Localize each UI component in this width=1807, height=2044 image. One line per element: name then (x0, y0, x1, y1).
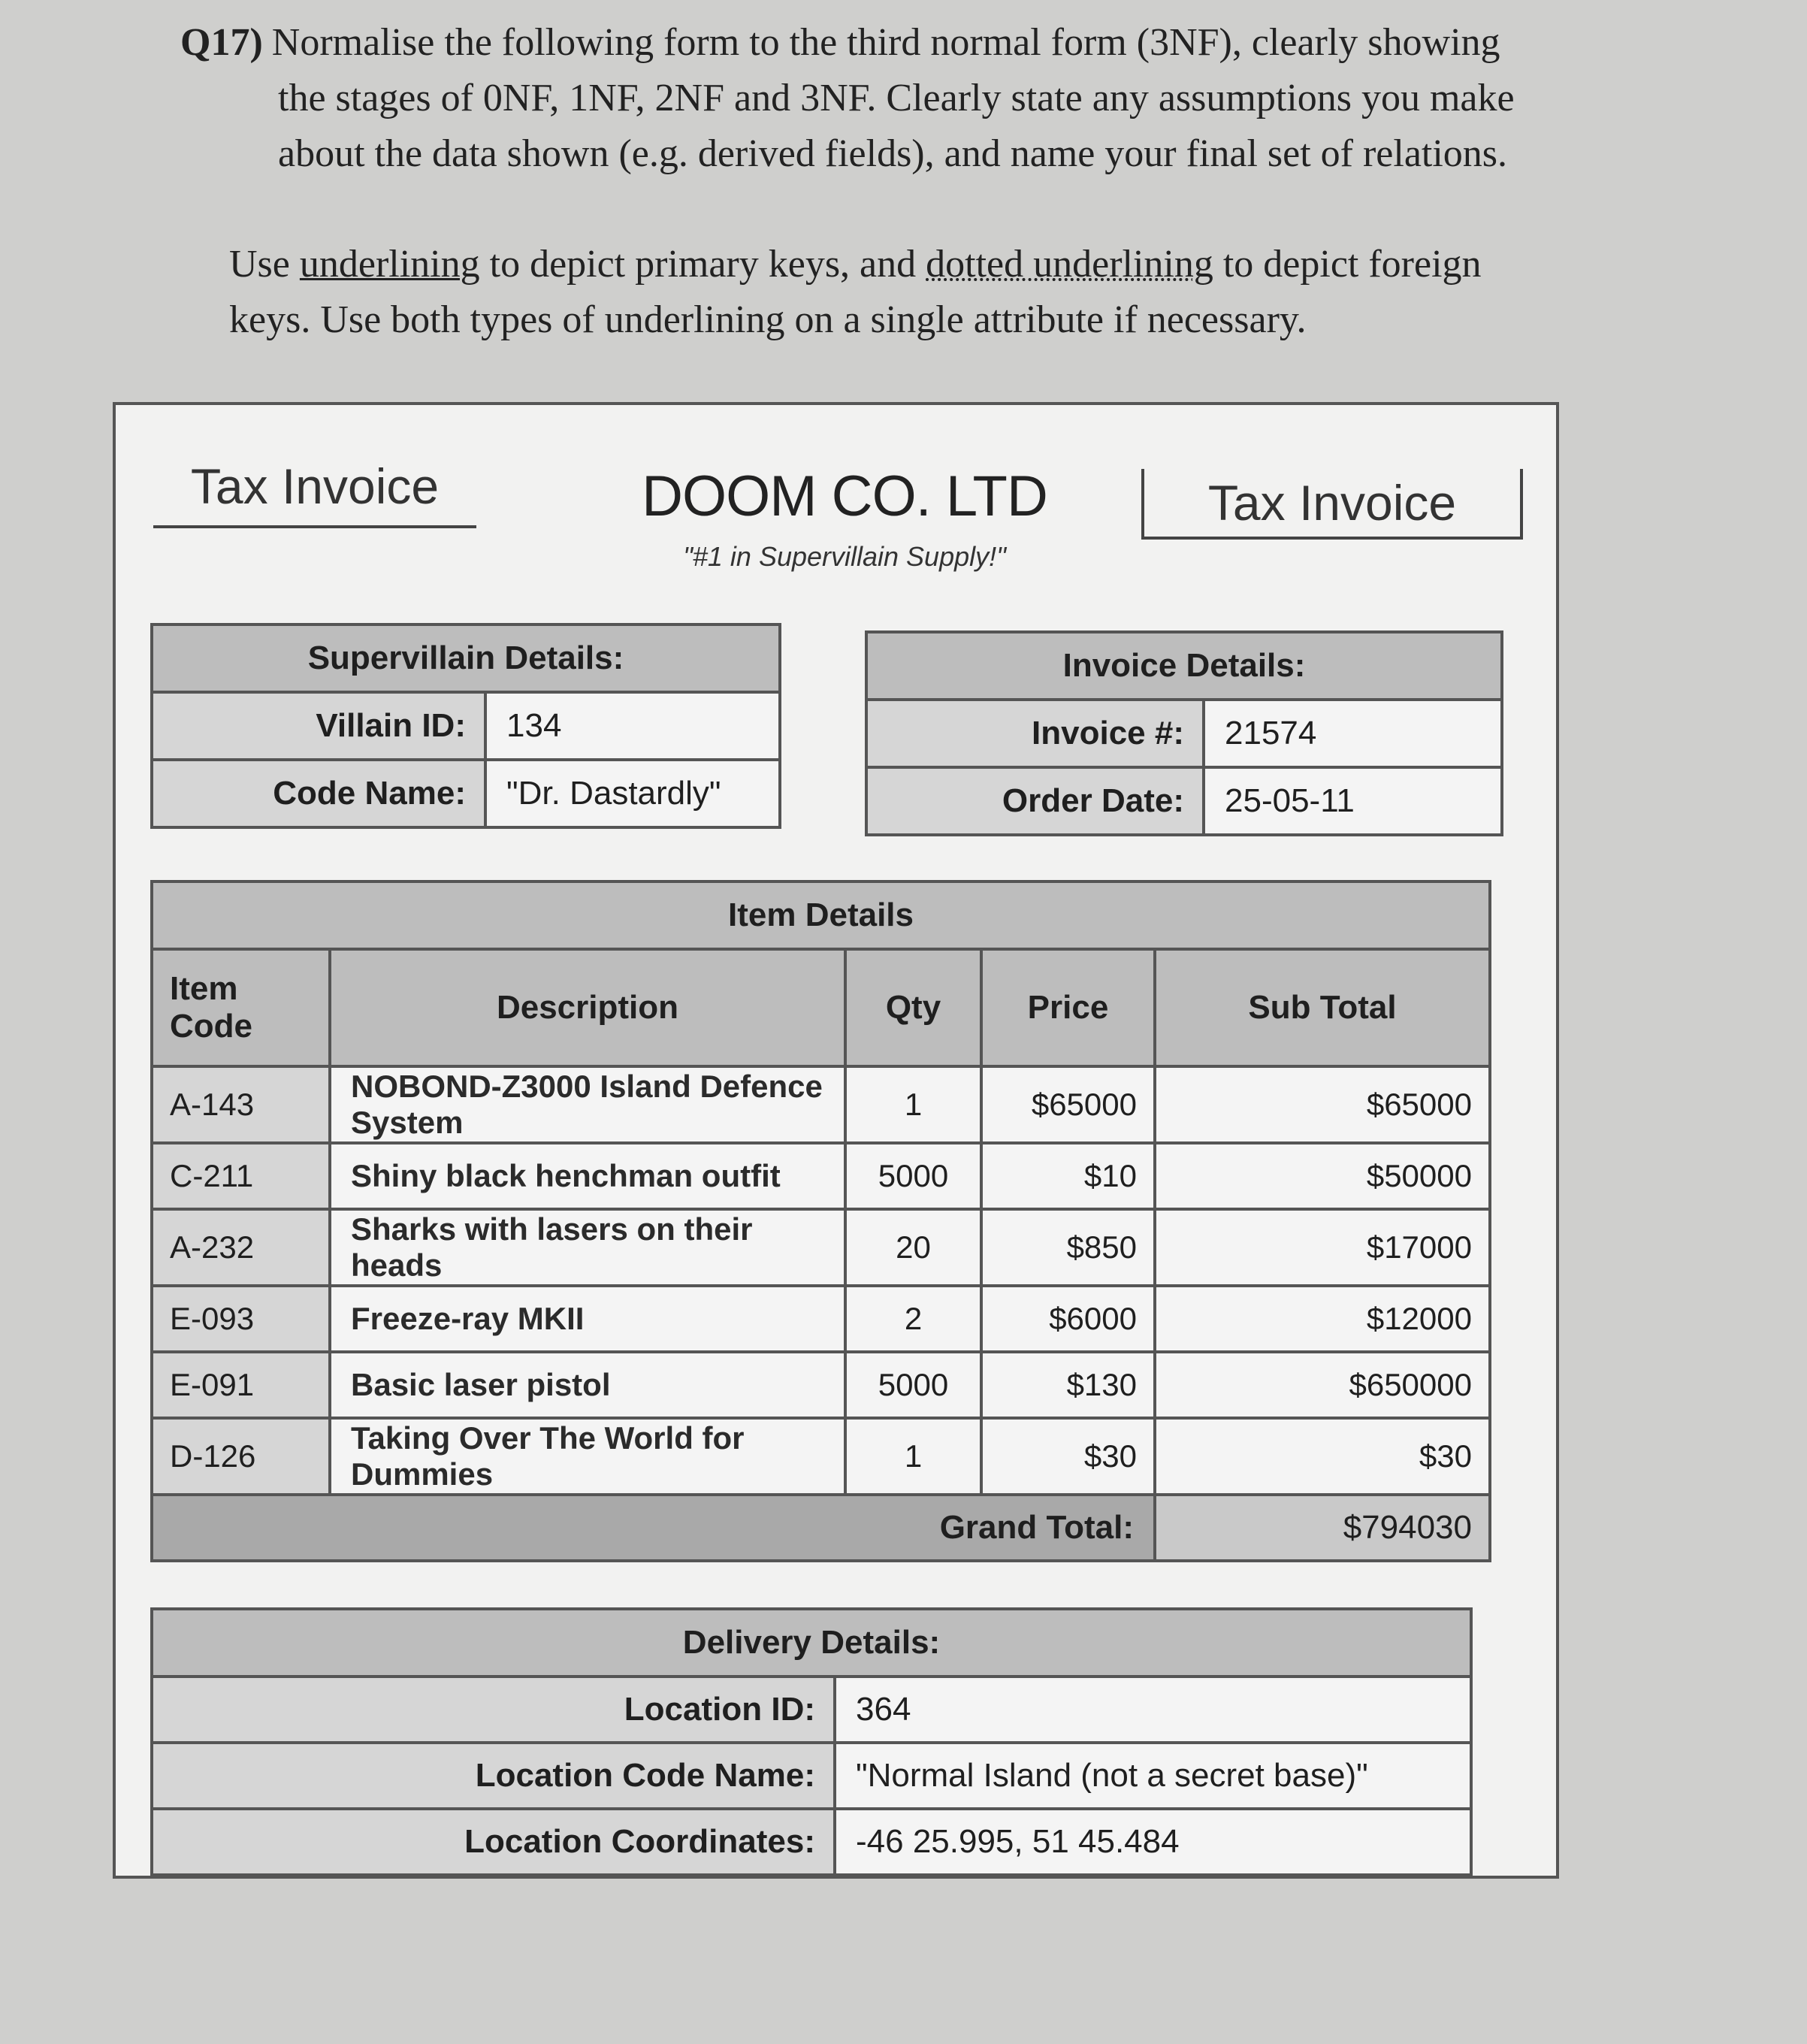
header-left-title: Tax Invoice (153, 458, 476, 528)
item-code: C-211 (152, 1143, 330, 1209)
col-header-description: Description (330, 949, 845, 1066)
location-id-value: 364 (835, 1677, 1471, 1743)
item-qty: 5000 (845, 1352, 981, 1418)
question-number: Q17) (180, 21, 263, 64)
grand-total-label: Grand Total: (152, 1495, 1155, 1561)
table-row (152, 1209, 1490, 1286)
grand-total-row (152, 1495, 1490, 1561)
item-description: Shiny black henchman outfit (330, 1143, 845, 1209)
item-details-table (150, 880, 1491, 1562)
location-coordinates-label: Location Coordinates: (152, 1809, 835, 1875)
item-price: $30 (981, 1418, 1155, 1495)
invoice-details-title: Invoice Details: (866, 632, 1502, 700)
instr-part-2: to depict primary keys, and (479, 243, 926, 286)
item-subtotal: $65000 (1155, 1066, 1490, 1143)
item-price: $130 (981, 1352, 1155, 1418)
item-qty: 20 (845, 1209, 981, 1286)
instr-line-2: keys. Use both types of underlining on a single attribute if necessary. (229, 298, 1307, 341)
tax-invoice-form (113, 402, 1559, 1879)
location-code-name-label: Location Code Name: (152, 1743, 835, 1809)
villain-id-label: Villain ID: (152, 692, 485, 760)
table-row (152, 1286, 1490, 1352)
instructions-text (229, 237, 1657, 348)
item-subtotal: $650000 (1155, 1352, 1490, 1418)
company-header (612, 464, 1077, 573)
item-subtotal: $30 (1155, 1418, 1490, 1495)
item-code: E-091 (152, 1352, 330, 1418)
item-description: Basic laser pistol (330, 1352, 845, 1418)
grand-total-value: $794030 (1155, 1495, 1490, 1561)
question-line-1: Normalise the following form to the third normal form (3NF), clearly showing (271, 21, 1500, 64)
invoice-details-table (865, 630, 1503, 836)
item-description: Taking Over The World for Dummies (330, 1418, 845, 1495)
location-code-name-value: "Normal Island (not a secret base)" (835, 1743, 1471, 1809)
col-header-item-code: Item Code (152, 949, 330, 1066)
item-subtotal: $50000 (1155, 1143, 1490, 1209)
item-subtotal: $12000 (1155, 1286, 1490, 1352)
company-tagline: "#1 in Supervillain Supply!" (683, 541, 1006, 572)
villain-id-value: 134 (485, 692, 780, 760)
item-price: $10 (981, 1143, 1155, 1209)
invoice-number-label: Invoice #: (866, 700, 1204, 767)
order-date-label: Order Date: (866, 767, 1204, 835)
company-name: DOOM CO. LTD (642, 464, 1047, 528)
item-price: $6000 (981, 1286, 1155, 1352)
item-description: Sharks with lasers on their heads (330, 1209, 845, 1286)
question-line-2: the stages of 0NF, 1NF, 2NF and 3NF. Clearly state any assumptions you make (278, 77, 1515, 119)
item-price: $65000 (981, 1066, 1155, 1143)
item-code: A-143 (152, 1066, 330, 1143)
supervillain-details-table (150, 623, 781, 829)
question-text (180, 15, 1683, 182)
delivery-details-title: Delivery Details: (152, 1609, 1471, 1677)
item-qty: 1 (845, 1418, 981, 1495)
item-subtotal: $17000 (1155, 1209, 1490, 1286)
item-code: A-232 (152, 1209, 330, 1286)
table-row (152, 1352, 1490, 1418)
delivery-details-table (150, 1607, 1473, 1876)
item-qty: 2 (845, 1286, 981, 1352)
order-date-value: 25-05-11 (1204, 767, 1502, 835)
instr-part-3: to depict foreign (1213, 243, 1482, 286)
col-header-qty: Qty (845, 949, 981, 1066)
item-description: Freeze-ray MKII (330, 1286, 845, 1352)
item-code: D-126 (152, 1418, 330, 1495)
item-description: NOBOND-Z3000 Island Defence System (330, 1066, 845, 1143)
item-qty: 1 (845, 1066, 981, 1143)
item-price: $850 (981, 1209, 1155, 1286)
item-details-title: Item Details (152, 881, 1490, 949)
item-code: E-093 (152, 1286, 330, 1352)
col-header-price: Price (981, 949, 1155, 1066)
col-header-sub-total: Sub Total (1155, 949, 1490, 1066)
location-id-label: Location ID: (152, 1677, 835, 1743)
question-line-3: about the data shown (e.g. derived fields), and name your final set of relations. (278, 132, 1508, 175)
supervillain-details-title: Supervillain Details: (152, 624, 780, 692)
dotted-underline-example: dotted underlining (926, 243, 1213, 286)
underline-example: underlining (299, 243, 480, 286)
header-right-title: Tax Invoice (1141, 469, 1523, 540)
invoice-number-value: 21574 (1204, 700, 1502, 767)
location-coordinates-value: -46 25.995, 51 45.484 (835, 1809, 1471, 1875)
instr-part-1: Use (229, 243, 300, 286)
code-name-value: "Dr. Dastardly" (485, 760, 780, 827)
table-row (152, 1066, 1490, 1143)
table-row (152, 1418, 1490, 1495)
item-qty: 5000 (845, 1143, 981, 1209)
code-name-label: Code Name: (152, 760, 485, 827)
table-row (152, 1143, 1490, 1209)
